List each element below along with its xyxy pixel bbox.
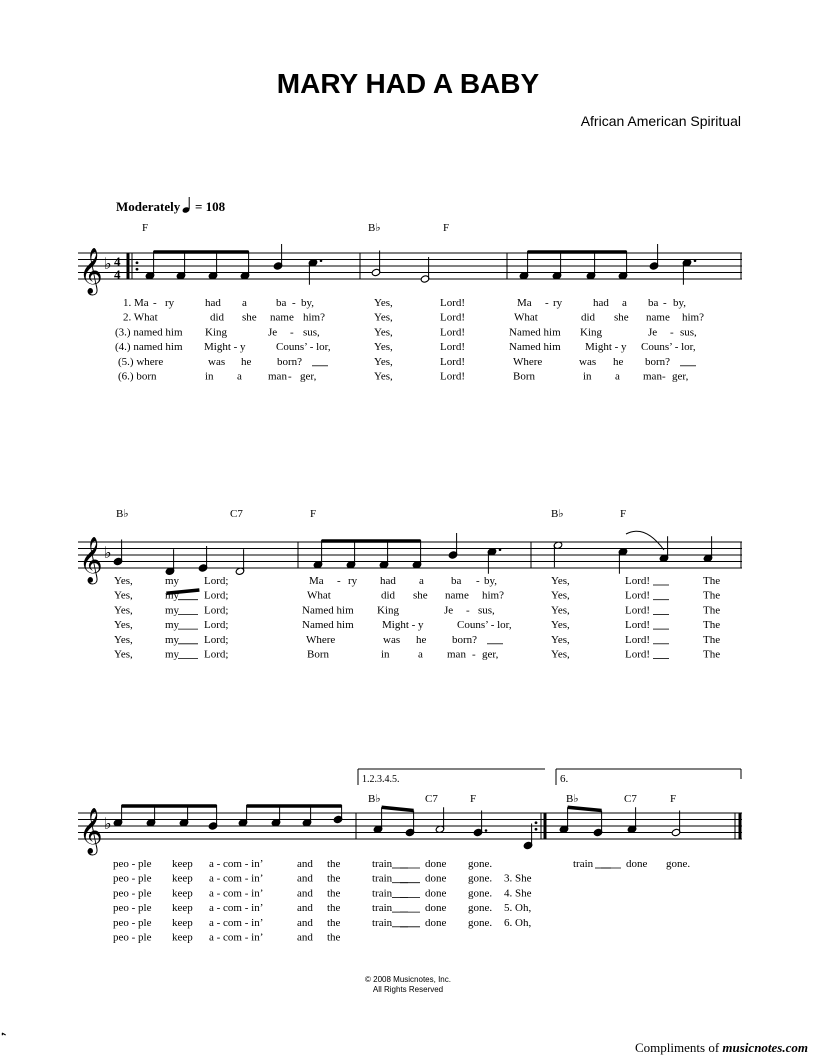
lyric-syllable: had (205, 297, 221, 309)
lyric-line (118, 371, 689, 383)
lyric-line (114, 619, 720, 631)
lyric-syllable: Couns’ - lor, (276, 341, 331, 354)
footer-prefix: Compliments of (635, 1040, 720, 1055)
lyric-syllable: Lord! (625, 633, 651, 646)
lyric-line (113, 917, 531, 929)
lyric-syllable: keep (172, 931, 193, 944)
chord-symbol: B♭ (116, 508, 129, 520)
lyric-syllable: King (205, 326, 227, 339)
lyric-line (114, 649, 720, 661)
repeat-dot (535, 821, 538, 824)
staff (78, 244, 742, 296)
lyric-syllable: gone. (666, 858, 691, 870)
chord-symbol: B♭ (566, 793, 579, 805)
lyric-syllable: Might - y (204, 341, 246, 354)
lyric-syllable: - (292, 297, 296, 309)
lyric-syllable: - (662, 370, 666, 383)
lyric-syllable: (4.) named him (115, 341, 183, 354)
lyric-syllable: Lord! (625, 575, 651, 587)
lyric-syllable: Yes, (114, 619, 133, 632)
lyric-syllable: was (579, 355, 597, 368)
note-dot (499, 548, 502, 551)
lyric-syllable: peo - ple (113, 931, 152, 944)
lyric-syllable: she (614, 311, 629, 324)
lyric-syllable: keep (172, 916, 193, 929)
chord-symbols (116, 222, 676, 805)
lyric-syllable: Lord; (204, 633, 229, 646)
lyric-syllable: Lord; (204, 604, 229, 617)
copyright-notice (0, 975, 816, 995)
lyric-syllable: Yes, (551, 589, 570, 602)
lyric-syllable: Where (306, 633, 336, 646)
lyric-syllable: - (472, 648, 476, 661)
lyric-syllable: Yes, (114, 589, 133, 602)
lyric-syllable: ba (451, 575, 462, 587)
tempo-value: = 108 (195, 199, 226, 214)
lyric-syllable: Where (513, 355, 543, 368)
lyric-syllable: (6.) born (118, 370, 157, 383)
volta-label: 6. (560, 773, 569, 785)
lyric-syllable: Yes, (551, 633, 570, 646)
lyric-syllable: did (381, 589, 396, 602)
time-signature-top: 4 (114, 254, 121, 269)
lyric-line (113, 902, 531, 914)
lyric-syllable: ba (648, 297, 659, 309)
lyric-syllable: The (703, 604, 721, 617)
lyric-syllable: did (581, 311, 596, 324)
lyric-syllable: a - com - in’ (209, 887, 264, 900)
lyric-syllable: him? (682, 311, 704, 324)
lyric-syllable: Ma (309, 575, 324, 587)
lyric-syllable: Yes, (114, 604, 133, 617)
lyric-syllable: sus, (303, 326, 320, 339)
lyric-syllable: and (297, 916, 313, 929)
volta-label: 1.2.3.4.5. (362, 774, 400, 785)
lyric-syllable: ry (348, 575, 358, 587)
lyric-syllable: Lord; (204, 619, 229, 632)
lyric-syllable: Je (268, 326, 278, 339)
lyric-syllable: the (327, 916, 341, 929)
chord-symbol: F (443, 222, 450, 234)
lyric-syllable: name (646, 311, 670, 324)
lyric-syllable: Might - y (585, 341, 627, 354)
tempo-label: Moderately (116, 199, 181, 214)
lyric-line (114, 634, 720, 646)
lyric-syllable: sus, (478, 604, 495, 617)
lyric-syllable: the (327, 887, 341, 900)
lyric-syllable: Lord; (204, 575, 229, 587)
chord-symbol: F (670, 793, 677, 805)
lyric-syllable: - (476, 575, 480, 587)
lyric-syllable: Yes, (374, 341, 393, 354)
lyric-syllable: done (425, 872, 447, 885)
lyric-syllable: train (372, 902, 393, 915)
lyric-syllable: peo - ple (113, 858, 152, 870)
lyric-syllable: Couns’ - lor, (457, 619, 512, 632)
lyric-syllable: my (165, 575, 180, 587)
lyric-syllable: Lord! (440, 355, 466, 368)
lyric-syllable: did (210, 311, 225, 324)
key-signature-flat-icon: ♭ (104, 545, 112, 562)
chord-symbol: B♭ (368, 222, 381, 234)
lyric-syllable: 5. Oh, (504, 902, 532, 915)
lyric-syllable: - (288, 370, 292, 383)
lyric-syllable: him? (482, 589, 504, 602)
lyric-syllable: keep (172, 858, 193, 870)
treble-clef-icon: 𝄞 (79, 808, 103, 853)
lyric-syllable: train (372, 887, 393, 900)
lyric-syllable: my (165, 648, 180, 661)
lyric-syllable: train (573, 858, 594, 870)
lyric-syllable: he (416, 633, 427, 646)
chord-symbol: F (620, 508, 627, 520)
lyric-syllable: had (380, 575, 396, 587)
lyric-syllable: ger, (672, 370, 689, 383)
lyric-syllable: 4. She (504, 887, 532, 900)
lyric-line (123, 312, 704, 324)
lyric-syllable: Lord! (440, 297, 466, 309)
lyric-syllable: peo - ple (113, 872, 152, 885)
lyric-syllable: a (237, 370, 242, 383)
lyric-syllable: a - com - in’ (209, 916, 264, 929)
lyric-syllable: Yes, (374, 311, 393, 324)
lyric-syllable: gone. (468, 902, 493, 915)
lyric-syllable: Might - y (382, 619, 424, 632)
lyric-line (114, 590, 720, 602)
repeat-dot (535, 828, 538, 831)
lyric-syllable: name (270, 311, 294, 324)
lyric-syllable: The (703, 633, 721, 646)
lyric-syllable: Lord! (625, 589, 651, 602)
lyric-syllable: keep (172, 887, 193, 900)
lyric-syllable: gone. (468, 858, 493, 870)
chord-symbol: F (142, 222, 149, 234)
lyric-line (113, 887, 532, 899)
lyric-syllable: Named him (302, 604, 354, 617)
lyric-syllable: - (545, 297, 549, 309)
lyric-syllable: had (593, 297, 609, 309)
lyric-syllable: peo - ple (113, 916, 152, 929)
lyric-syllable: him? (303, 311, 325, 324)
lyric-syllable: the (327, 872, 341, 885)
lyric-syllable: What (307, 589, 331, 602)
lyric-syllable: ger, (482, 648, 499, 661)
lyric-syllable: - (153, 297, 157, 309)
lyric-syllable: in (583, 370, 592, 383)
lyric-syllable: a (418, 648, 423, 661)
lyric-syllable: peo - ple (113, 887, 152, 900)
note-dot (320, 259, 323, 262)
lyric-syllable: Born (307, 648, 329, 661)
chord-symbol: C7 (425, 793, 438, 805)
lyric-syllable: Lord! (440, 326, 466, 339)
lyric-syllable: peo - ple (113, 902, 152, 915)
lyric-syllable: train (372, 872, 393, 885)
lyric-syllable: keep (172, 902, 193, 915)
lyric-syllable: a (615, 370, 620, 383)
lyric-syllable: Yes, (374, 370, 393, 383)
lyric-syllable: done (425, 916, 447, 929)
lyric-syllable: ba (276, 297, 287, 309)
lyric-syllable: 3. She (504, 872, 532, 885)
chord-symbol: F (310, 508, 317, 520)
lyric-syllable: - (337, 575, 341, 587)
lyric-line (123, 297, 686, 309)
lyric-syllable: Yes, (374, 355, 393, 368)
chord-symbol: C7 (230, 508, 243, 520)
lyric-syllable: and (297, 887, 313, 900)
lyric-syllable: done (425, 887, 447, 900)
lyric-syllable: (3.) named him (115, 326, 183, 339)
lyric-syllable: he (613, 355, 624, 368)
lyric-syllable: The (703, 589, 721, 602)
lyric-syllable: 6. Oh, (504, 916, 532, 929)
footer-credit (635, 1040, 808, 1056)
lyric-syllable: and (297, 872, 313, 885)
lyric-syllable: by, (484, 575, 498, 587)
lyric-syllable: was (208, 355, 226, 368)
note-dot (485, 829, 488, 832)
lyric-syllable: man (268, 370, 287, 383)
tempo-quarter-note-icon (182, 197, 191, 214)
lyric-syllable: and (297, 931, 313, 944)
lyric-syllable: by, (301, 297, 315, 309)
lyric-line (118, 356, 670, 368)
lyric-line (114, 604, 720, 616)
lyric-syllable: the (327, 931, 341, 944)
lyric-line (115, 326, 697, 338)
chord-symbol: F (470, 793, 477, 805)
lyric-syllable: Yes, (551, 648, 570, 661)
lyric-syllable: Yes, (551, 604, 570, 617)
lyric-syllable: gone. (468, 872, 493, 885)
lyric-syllable: Lord! (440, 311, 466, 324)
lyric-syllable: Lord; (204, 589, 229, 602)
lyric-syllable: King (377, 604, 399, 617)
lyric-syllable: born? (452, 633, 478, 646)
lyric-syllable: - (290, 326, 294, 339)
lyric-syllable: Je (444, 604, 454, 617)
lyric-syllable: he (241, 355, 252, 368)
lyric-syllable: Yes, (114, 633, 133, 646)
lyric-syllable: born? (277, 355, 303, 368)
lyric-syllable: ry (165, 297, 175, 309)
key-signature-flat-icon: ♭ (104, 256, 112, 273)
lyric-syllable: was (383, 633, 401, 646)
lyric-syllable: a (242, 297, 247, 309)
repeat-dot (136, 261, 139, 264)
lyric-syllable: Born (513, 370, 535, 383)
lyric-syllable: done (425, 858, 447, 870)
lyric-syllable: done (425, 902, 447, 915)
lyric-syllable: born? (645, 355, 671, 368)
lyric-syllable: Named him (302, 619, 354, 632)
lyric-syllable: gone. (468, 916, 493, 929)
lyric-syllable: keep (172, 872, 193, 885)
chord-symbol: C7 (624, 793, 637, 805)
lyric-syllable: a - com - in’ (209, 872, 264, 885)
lyric-syllable: and (297, 858, 313, 870)
lyric-syllable: 1. Ma (123, 297, 149, 309)
lyric-syllable: a - com - in’ (209, 858, 264, 870)
lyric-syllable: 2. What (123, 311, 158, 324)
lyric-syllable: King (580, 326, 602, 339)
time-signature-bottom: 4 (114, 267, 121, 282)
lyric-syllable: a (419, 575, 424, 587)
lyric-syllable: man (447, 648, 466, 661)
chord-symbol: B♭ (551, 508, 564, 520)
lyric-syllable: The (703, 648, 721, 661)
lyric-syllable: the (327, 902, 341, 915)
lyrics (113, 297, 720, 944)
lyric-syllable: my (165, 633, 180, 646)
composer-credit: African American Spiritual (580, 113, 741, 129)
lyric-syllable: Yes, (114, 575, 133, 587)
lyric-syllable: name (445, 589, 469, 602)
lyric-syllable: Yes, (374, 297, 393, 309)
lyric-syllable: done (626, 858, 648, 870)
lyric-syllable: ger, (300, 370, 317, 383)
lyric-syllable: Lord! (625, 619, 651, 632)
treble-clef-icon: 𝄞 (79, 248, 103, 293)
lyric-line (115, 341, 696, 353)
footer-brand: musicnotes.com (722, 1040, 808, 1055)
lyric-syllable: by, (673, 297, 687, 309)
lyric-syllable: gone. (468, 887, 493, 900)
lyric-syllable: Lord! (625, 648, 651, 661)
lyric-syllable: The (703, 619, 721, 632)
lyric-syllable: Yes, (551, 619, 570, 632)
note-dot (694, 259, 697, 262)
song-title: MARY HAD A BABY (276, 68, 540, 99)
lyric-syllable: a - com - in’ (209, 931, 264, 944)
lyric-syllable: my (165, 604, 180, 617)
lyric-syllable: ry (553, 297, 563, 309)
lyric-syllable: The (703, 575, 721, 587)
lyric-syllable: - (670, 326, 674, 339)
slur (626, 531, 664, 550)
lyric-line (114, 575, 720, 587)
lyric-syllable: Lord! (625, 604, 651, 617)
lyric-syllable: the (327, 858, 341, 870)
lyric-syllable: a - com - in’ (209, 902, 264, 915)
beam (382, 807, 414, 810)
lyric-syllable: Named him (509, 341, 561, 354)
lyric-line (113, 873, 532, 885)
lyric-syllable: my (165, 589, 180, 602)
lyric-syllable: Yes, (551, 575, 570, 587)
copyright-line: © 2008 Musicnotes, Inc. (365, 975, 451, 984)
chord-symbol: B♭ (368, 793, 381, 805)
lyric-syllable: - (663, 297, 667, 309)
lyric-syllable: train (372, 916, 393, 929)
lyric-syllable: sus, (680, 326, 697, 339)
lyric-syllable: What (514, 311, 538, 324)
lyric-syllable: Ma (517, 297, 532, 309)
lyric-syllable: Je (648, 326, 658, 339)
beam (568, 807, 602, 810)
volta-endings (358, 769, 741, 785)
lyric-syllable: in (205, 370, 214, 383)
lyric-syllable: and (297, 902, 313, 915)
lyric-syllable: in (381, 648, 390, 661)
treble-clef-icon: 𝄞 (79, 537, 103, 582)
copyright-line: All Rights Reserved (372, 985, 444, 994)
lyric-syllable: Yes, (374, 326, 393, 339)
lyric-syllable: - (466, 604, 470, 617)
lyric-syllable: man (643, 370, 662, 383)
repeat-dot (136, 268, 139, 271)
lyric-syllable: she (242, 311, 257, 324)
lyric-syllable: (5.) where (118, 355, 164, 368)
lyric-syllable: train (372, 858, 393, 870)
lyric-syllable: Lord! (440, 341, 466, 354)
lyric-line (113, 932, 341, 944)
lyric-syllable: Couns’ - lor, (641, 341, 696, 354)
lyric-syllable: she (413, 589, 428, 602)
key-signature-flat-icon: ♭ (104, 816, 112, 833)
staff (78, 805, 742, 856)
lyric-syllable: Lord! (440, 370, 466, 383)
lyric-syllable: my (165, 619, 180, 632)
lyric-syllable: Yes, (114, 648, 133, 661)
lyric-syllable: a (622, 297, 627, 309)
lyric-syllable: Named him (509, 326, 561, 339)
lyric-syllable: Lord; (204, 648, 229, 661)
